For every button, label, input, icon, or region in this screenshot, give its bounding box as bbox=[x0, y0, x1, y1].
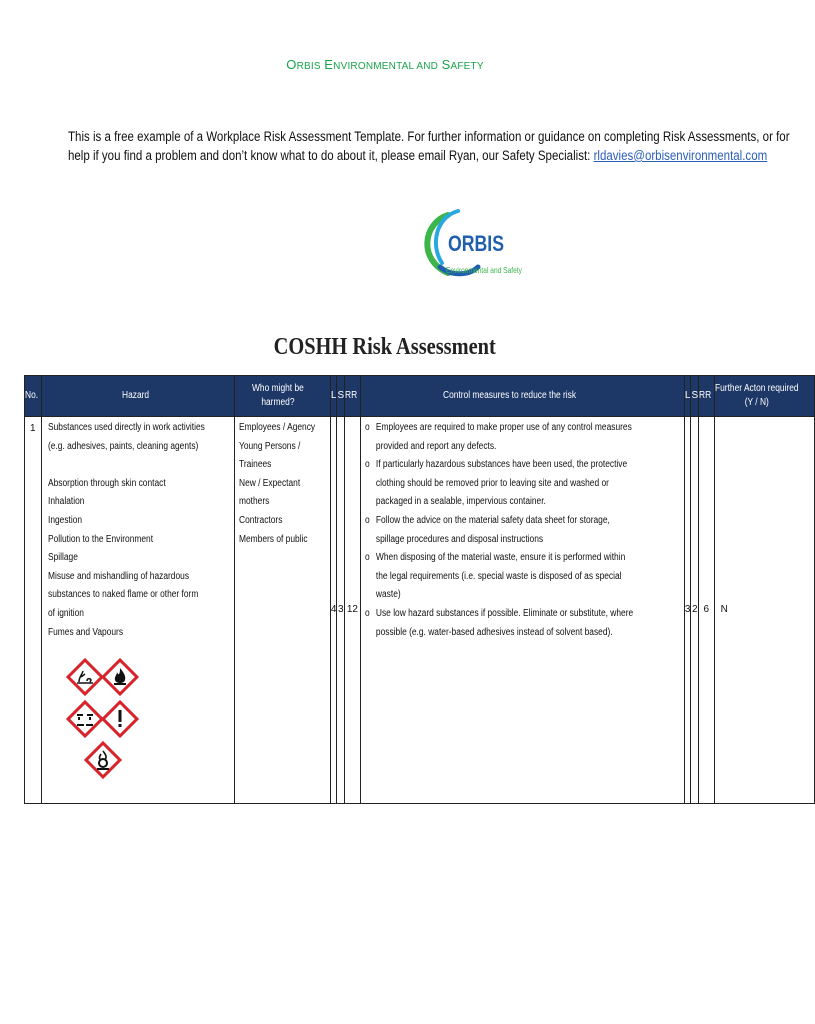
hazard-line: Inhalation bbox=[47, 496, 84, 508]
control-measure-item bbox=[365, 605, 633, 642]
control-measure-line: packaged in a sealable, impervious container. bbox=[375, 496, 546, 508]
control-measure-item bbox=[365, 456, 633, 512]
cell-rr2: 6 bbox=[699, 417, 714, 804]
control-measure-line: waste) bbox=[375, 589, 401, 601]
who-list bbox=[239, 419, 315, 549]
header-l2: L bbox=[684, 376, 691, 417]
header-no: No. bbox=[25, 376, 42, 417]
cell-control bbox=[360, 417, 684, 804]
oxidising-icon bbox=[85, 742, 121, 778]
header-hazard: Hazard bbox=[41, 376, 235, 417]
hazard-line: substances to naked flame or other form bbox=[47, 589, 198, 601]
logo-word: ORBIS bbox=[448, 231, 504, 256]
header-rr2: RR bbox=[699, 376, 714, 417]
orbis-logo bbox=[418, 205, 538, 281]
cell-further: N bbox=[714, 417, 815, 804]
corrosive-icon bbox=[67, 701, 103, 737]
hazard-line: Fumes and Vapours bbox=[47, 626, 123, 638]
control-measure-line: the legal requirements (i.e. special waste is disposed of as special bbox=[375, 570, 622, 582]
email-link[interactable]: rldavies@orbisenvironmental.com bbox=[593, 148, 768, 163]
cell-rr: 12 bbox=[345, 417, 360, 804]
who-line: Young Persons / bbox=[239, 440, 301, 452]
table-header-row bbox=[25, 376, 815, 417]
cell-s: 3 bbox=[337, 417, 345, 804]
environment-hazard-icon bbox=[67, 659, 103, 695]
hazard-line: (e.g. adhesives, paints, cleaning agents) bbox=[47, 440, 198, 452]
cell-hazard bbox=[41, 417, 235, 804]
hazard-line: Misuse and mishandling of hazardous bbox=[47, 570, 189, 582]
who-line: New / Expectant bbox=[239, 477, 301, 489]
who-line: Contractors bbox=[239, 514, 283, 526]
hazard-line: Spillage bbox=[47, 552, 78, 564]
hazard-list bbox=[48, 419, 205, 642]
intro-paragraph bbox=[68, 127, 790, 165]
control-measure-line: clothing should be removed prior to leaving site and washed or bbox=[375, 477, 609, 489]
flammable-icon bbox=[102, 659, 138, 695]
logo-tagline: Environmental and Safety bbox=[446, 266, 522, 275]
control-measure-line: o Follow the advice on the material safety data sheet for storage, bbox=[375, 514, 610, 526]
hazard-line bbox=[48, 456, 205, 475]
control-measure-item bbox=[365, 419, 633, 456]
control-measure-line: o Use low hazard substances if possible. Eliminate or substitute, where bbox=[375, 607, 633, 619]
control-measure-line: possible (e.g. water-based adhesives instead of solvent based). bbox=[375, 626, 613, 638]
header-who: Who might be harmed? bbox=[235, 376, 331, 417]
hazard-line: Pollution to the Environment bbox=[47, 533, 153, 545]
intro-line-2: help if you find a problem and don’t know what to do about it, please email Ryan, our Safety Specialist: rldavies@orbisenvironmental.com bbox=[68, 148, 768, 163]
header-further: Further Acton required (Y / N) bbox=[714, 376, 815, 417]
page-title: COSHH Risk Assessment bbox=[273, 334, 497, 360]
header-l: L bbox=[330, 376, 337, 417]
control-measure-item bbox=[365, 512, 633, 549]
header-control: Control measures to reduce the risk bbox=[360, 376, 684, 417]
risk-assessment-table bbox=[24, 375, 815, 804]
control-measure-line: o When disposing of the material waste, ensure it is performed within bbox=[375, 552, 625, 564]
intro-line-1: This is a free example of a Workplace Risk Assessment Template. For further information or guidance on completing Risk Assessments, or for bbox=[68, 129, 790, 144]
control-measure-line: provided and report any defects. bbox=[375, 440, 497, 452]
cell-who bbox=[235, 417, 331, 804]
control-measures-list bbox=[365, 419, 633, 642]
cell-no: 1 bbox=[25, 417, 42, 804]
hazard-line: Absorption through skin contact bbox=[47, 477, 166, 489]
cell-s2: 2 bbox=[691, 417, 699, 804]
who-line: Trainees bbox=[239, 459, 272, 471]
table-row bbox=[25, 417, 815, 804]
header-s: S bbox=[337, 376, 345, 417]
who-line: mothers bbox=[239, 496, 270, 508]
control-measure-line: o If particularly hazardous substances have been used, the protective bbox=[375, 459, 627, 471]
cell-l2: 3 bbox=[684, 417, 691, 804]
cell-l: 4 bbox=[330, 417, 337, 804]
health-hazard-exclamation-icon bbox=[102, 701, 138, 737]
who-line: Members of public bbox=[239, 533, 308, 545]
header-s2: S bbox=[691, 376, 699, 417]
control-measure-line: spillage procedures and disposal instructions bbox=[375, 533, 543, 545]
hazard-line: Ingestion bbox=[47, 514, 82, 526]
control-measure-line: o Employees are required to make proper use of any control measures bbox=[375, 422, 632, 433]
hazard-line: of ignition bbox=[47, 607, 84, 619]
hazard-line: Substances used directly in work activities bbox=[47, 422, 205, 433]
header-rr: RR bbox=[345, 376, 360, 417]
company-name: ORBIS ENVIRONMENTAL AND SAFETY bbox=[286, 57, 484, 72]
control-measure-item bbox=[365, 549, 633, 605]
who-line: Employees / Agency bbox=[239, 422, 316, 433]
